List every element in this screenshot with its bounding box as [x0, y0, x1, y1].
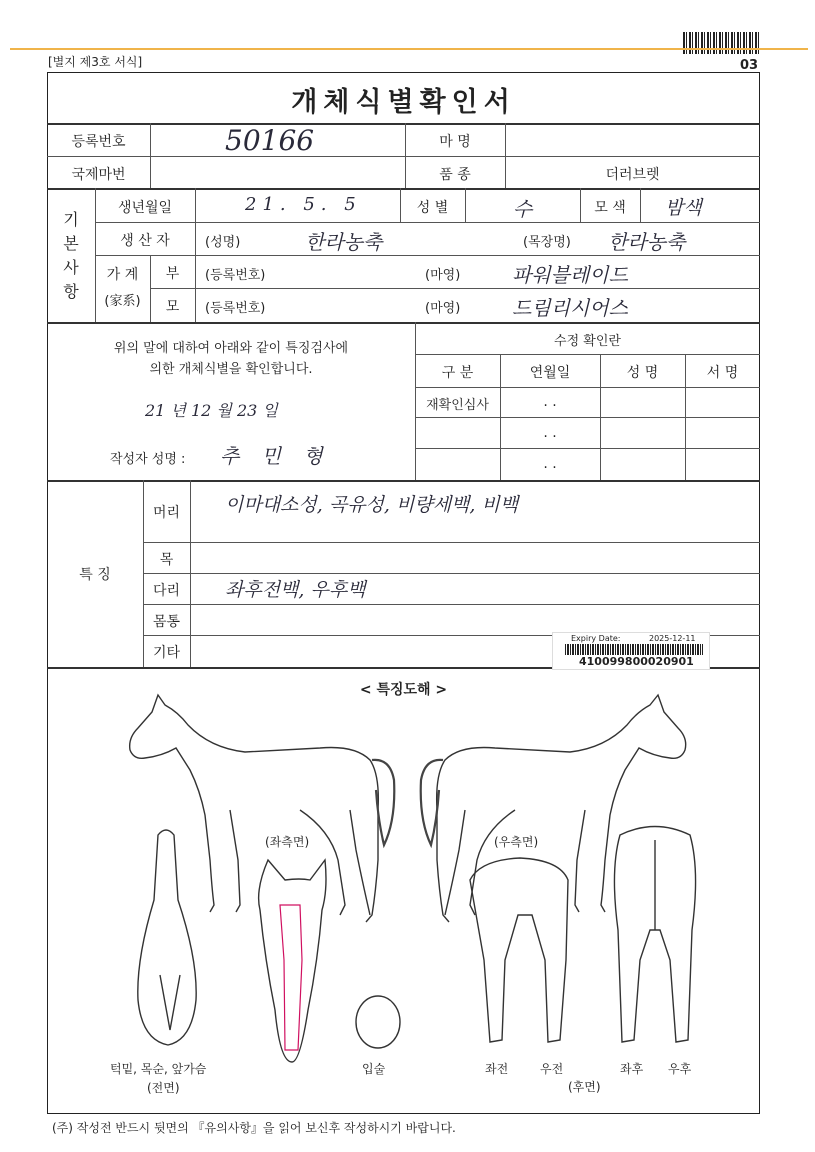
producer-label: 생 산 자: [120, 233, 170, 249]
col-type: 구 분: [441, 365, 474, 381]
page-number: 03: [740, 58, 759, 73]
col-name: 성 명: [626, 365, 659, 381]
dam-name-value: 드림리시어스: [512, 296, 628, 320]
footer-note: (주) 작성전 반드시 뒷면의 『유의사항』을 읽어 보신후 작성하시기 바랍니다.: [52, 1121, 456, 1135]
sire-name-value: 파워블레이드: [512, 263, 628, 287]
dam-reg-label: (등록번호): [205, 301, 266, 316]
breed-label: 품 종: [439, 167, 471, 183]
rear-left-caption: 좌후: [620, 1062, 644, 1076]
front-caption: 턱밑, 목순, 앞가슴: [110, 1062, 207, 1076]
head-front-view: [259, 860, 326, 1062]
basic-section-label: 기본사항: [63, 210, 79, 301]
lips-view: [356, 996, 400, 1048]
left-side-horse: [130, 695, 379, 922]
page-title: 개체식별확인서: [291, 87, 516, 118]
other-label: 기타: [152, 645, 181, 661]
rear-paren: (후면): [568, 1080, 601, 1094]
statement-line1: 위의 말에 대하여 아래와 같이 특징검사에: [113, 341, 349, 356]
statement-line2: 의한 개체식별을 확인합니다.: [149, 362, 313, 377]
color-value: 밤색: [665, 197, 702, 219]
correction-title: 수정 확인란: [554, 334, 621, 349]
barcode-number: 410099800020901: [579, 655, 694, 668]
pedigree-hanja: (家系): [104, 294, 141, 309]
front-left-caption: 좌전: [485, 1062, 509, 1076]
farm-label: (목장명): [523, 235, 571, 250]
left-side-caption: (좌측면): [265, 835, 310, 849]
sire-reg-label: (등록번호): [205, 268, 266, 283]
legs-value: 좌후전백, 우후백: [225, 579, 366, 601]
sex-label: 성 별: [416, 200, 449, 216]
head-marking: [280, 905, 302, 1050]
horse-name-label: 마 명: [439, 134, 471, 150]
expiry-value: 2025-12-11: [649, 634, 696, 643]
reg-no-label: 등록번호: [71, 134, 126, 150]
col-sign: 서 명: [706, 365, 739, 381]
features-section-label: 특 징: [79, 567, 111, 583]
form-tag: [별지 제3호 서식]: [48, 55, 143, 69]
row2-date: . .: [543, 425, 557, 441]
col-date: 연월일: [529, 365, 571, 381]
expiry-label: Expiry Date:: [571, 634, 621, 643]
row3-date: . .: [543, 456, 557, 472]
head-value: 이마대소성, 곡유성, 비량세백, 비백: [225, 494, 519, 516]
legs-label: 다리: [152, 583, 181, 599]
confirm-date: 21 년 12 월 23 일: [145, 401, 278, 420]
birth-label: 생년월일: [117, 200, 173, 216]
front-right-caption: 우전: [540, 1062, 564, 1076]
producer-name-value: 한라농축: [305, 230, 383, 254]
diagram-title: < 특징도해 >: [359, 682, 448, 698]
body-label: 몸통: [152, 614, 181, 630]
breed-value: 더러브렛: [605, 167, 660, 183]
row1-type: 재확인심사: [426, 398, 489, 413]
farm-value: 한라농축: [608, 230, 686, 254]
intl-no-label: 국제마번: [71, 167, 126, 183]
rear-right-caption: 우후: [668, 1062, 692, 1076]
pedigree-label: 가 계: [106, 267, 139, 283]
rear-view: [614, 827, 695, 1043]
author-label: 작성자 성명 :: [110, 452, 186, 467]
neck-label: 목: [159, 552, 174, 568]
birth-value: 21. 5. 5: [245, 194, 362, 215]
front-paren: (전면): [147, 1081, 180, 1095]
dam-name-label: (마영): [425, 301, 461, 316]
right-side-caption: (우측면): [494, 835, 539, 849]
producer-name-label: (성명): [205, 235, 241, 250]
front-chest-view: [138, 830, 196, 1045]
right-side-horse: [437, 695, 686, 922]
color-label: 모 색: [594, 200, 626, 216]
lips-caption: 입술: [362, 1062, 386, 1076]
row1-date: . .: [543, 394, 557, 410]
sire-label: 부: [165, 266, 180, 282]
dam-label: 모: [165, 299, 180, 315]
head-label: 머리: [152, 505, 181, 521]
author-signature: 추 민 형: [220, 444, 331, 468]
sex-value: 수: [512, 197, 533, 221]
sire-name-label: (마영): [425, 268, 461, 283]
reg-no-value: 50166: [225, 124, 315, 157]
front-legs-view: [470, 858, 568, 1042]
